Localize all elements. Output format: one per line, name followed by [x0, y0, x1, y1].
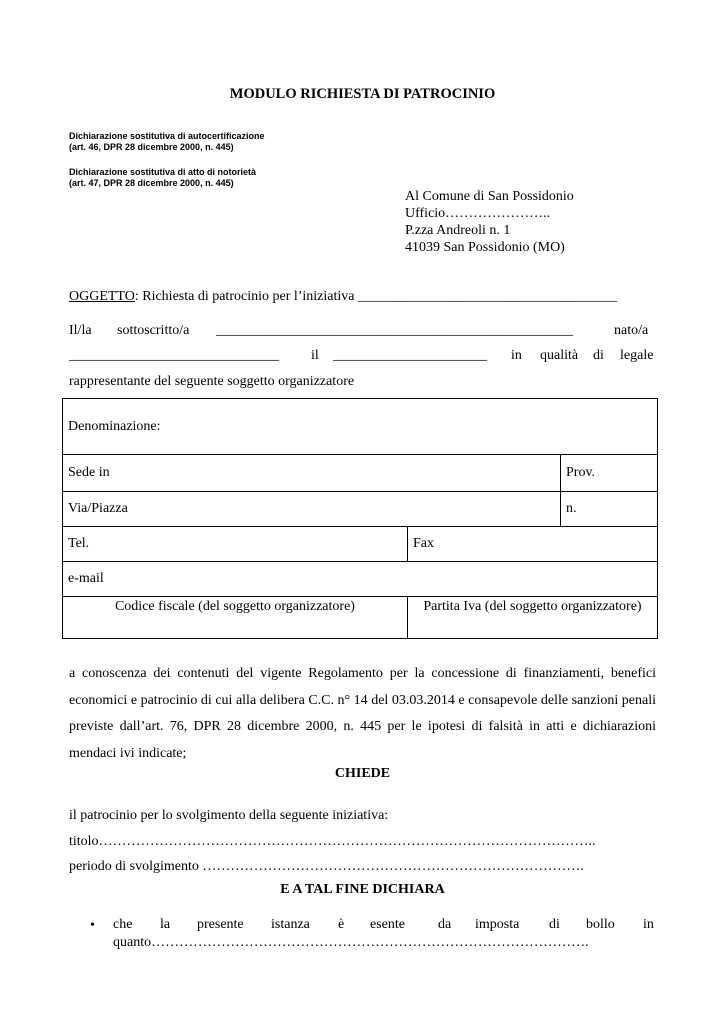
applicant-l1a: Il/la — [69, 323, 92, 338]
recipient-line4: 41039 San Possidonio (MO) — [405, 240, 565, 255]
declaration-paragraph: a conoscenza dei contenuti del vigente Regolamento per la concessione di finanziamenti, benefici economici e patrocinio di cui alla delibera C.C. n° 14 del 03.03.2014 e consapevole delle sanzioni penali previste dall’art. 76, DPR 28 dicembre 2000, n. 445 per le ipotesi di falsità in atti e dichiarazioni mendaci ivi indicate; — [69, 666, 656, 761]
bullet-line2[interactable]: quanto…………………………………………………………………………………. — [113, 935, 589, 950]
bullet-w6: da — [438, 917, 452, 932]
request-intro: il patrocinio per lo svolgimento della seguente iniziativa: — [69, 808, 389, 823]
bullet-w7: imposta — [475, 917, 520, 932]
email-cell[interactable]: e-mail — [63, 562, 658, 597]
prov-cell[interactable]: Prov. — [561, 455, 658, 492]
decl1-ref: (art. 46, DPR 28 dicembre 2000, n. 445) — [69, 142, 234, 152]
recipient-line1: Al Comune di San Possidonio — [405, 189, 574, 204]
subject-text[interactable]: : Richiesta di patrocinio per l’iniziativa _____________________________________ — [134, 289, 617, 304]
bullet-w9: bollo — [586, 917, 615, 932]
chiede-heading: CHIEDE — [334, 766, 391, 781]
applicant-name-field[interactable]: ___________________________________________________ — [216, 323, 573, 338]
birthdate-field[interactable]: ______________________ — [333, 348, 487, 363]
codice-fiscale-cell[interactable]: Codice fiscale (del soggetto organizzatore) — [63, 597, 408, 639]
birthplace-field[interactable]: ______________________________ — [69, 348, 279, 363]
decl1-title: Dichiarazione sostitutiva di autocertificazione — [69, 131, 265, 141]
bullet-w2: presente — [197, 917, 244, 932]
applicant-l2e: qualità — [540, 348, 579, 363]
recipient-line2[interactable]: Ufficio………………….. — [405, 206, 551, 221]
applicant-l1d: nato/a — [614, 323, 649, 338]
subject-line — [69, 289, 617, 305]
applicant-l1b: sottoscritto/a — [117, 323, 190, 338]
decl2-ref: (art. 47, DPR 28 dicembre 2000, n. 445) — [69, 178, 234, 188]
bullet-w1: la — [160, 917, 171, 932]
sede-cell[interactable]: Sede in — [63, 455, 561, 492]
bullet-w8: di — [549, 917, 560, 932]
dichiara-heading: E A TAL FINE DICHIARA — [280, 882, 445, 897]
tel-cell[interactable]: Tel. — [63, 527, 408, 562]
page-title: MODULO RICHIESTA DI PATROCINIO — [229, 86, 496, 102]
via-cell[interactable]: Via/Piazza — [63, 492, 561, 527]
recipient-line3: P.zza Andreoli n. 1 — [405, 223, 511, 238]
bullet-w5: esente — [370, 917, 405, 932]
applicant-l2b: il — [311, 348, 319, 363]
fax-cell[interactable]: Fax — [407, 527, 657, 562]
periodo-field[interactable]: periodo di svolgimento ………………………………………………………………………. — [69, 859, 584, 874]
num-cell[interactable]: n. — [561, 492, 658, 527]
bullet-w10: in — [643, 917, 654, 932]
applicant-l2d: in — [511, 348, 522, 363]
decl2-title: Dichiarazione sostitutiva di atto di notorietà — [69, 167, 257, 177]
organizer-table — [62, 398, 658, 639]
denominazione-cell[interactable]: Denominazione: — [63, 399, 658, 455]
subject-label: OGGETTO — [69, 289, 135, 304]
bullet-w0: che — [113, 917, 133, 932]
titolo-field[interactable]: titolo…………………………………………………………………………………………….. — [69, 834, 596, 849]
bullet-w3: istanza — [271, 917, 310, 932]
applicant-l3: rappresentante del seguente soggetto organizzatore — [69, 374, 355, 389]
bullet-symbol: • — [90, 918, 95, 933]
partita-iva-cell[interactable]: Partita Iva (del soggetto organizzatore) — [407, 597, 657, 639]
applicant-l2g: legale — [620, 348, 654, 363]
applicant-l2f: di — [593, 348, 604, 363]
bullet-w4: è — [338, 917, 345, 932]
